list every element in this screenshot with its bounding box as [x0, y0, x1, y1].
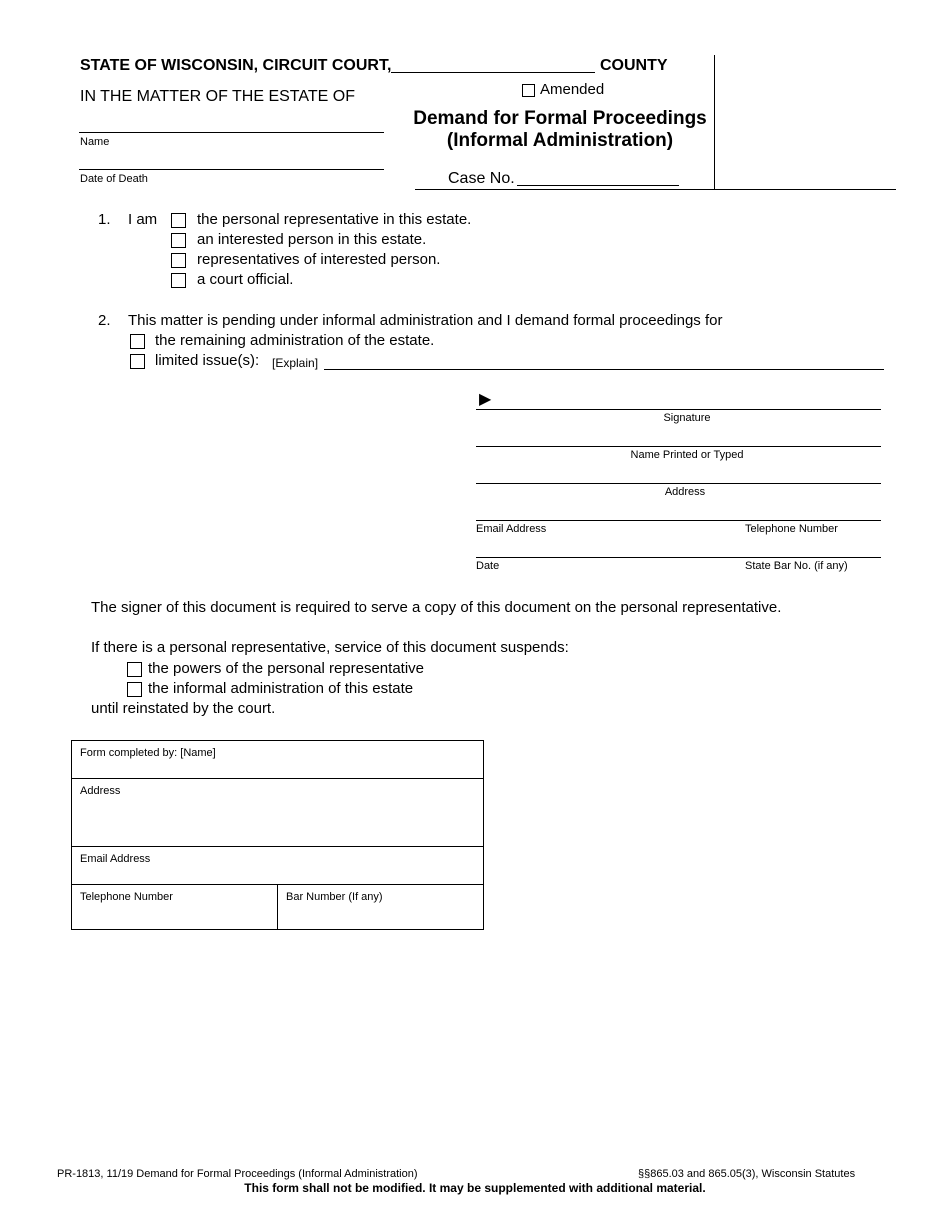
explain-hint: [Explain]: [272, 356, 319, 370]
completed-by-divider-vertical: [277, 884, 278, 930]
option-limited-issues: limited issue(s):: [155, 352, 260, 369]
option-personal-representative: the personal representative in this estate.: [197, 211, 472, 228]
option-suspend-powers: the powers of the personal representative: [148, 660, 424, 677]
printed-name-label: Name Printed or Typed: [630, 449, 744, 461]
completed-by-phone-label[interactable]: Telephone Number: [80, 891, 173, 903]
checkbox-personal-representative[interactable]: [171, 213, 186, 228]
checkbox-interested-person[interactable]: [171, 233, 186, 248]
signer-email-phone-field[interactable]: [476, 520, 881, 521]
completed-by-email-label[interactable]: Email Address: [80, 853, 151, 865]
completed-by-divider-2: [71, 846, 484, 847]
until-reinstated: until reinstated by the court.: [91, 700, 276, 717]
completed-by-name-label[interactable]: Form completed by: [Name]: [80, 747, 216, 759]
option-remaining-administration: the remaining administration of the estate.: [155, 332, 435, 349]
form-title-line1: Demand for Formal Proceedings: [413, 108, 707, 129]
signer-address-field[interactable]: [476, 483, 881, 484]
checkbox-limited-issues[interactable]: [130, 354, 145, 369]
footer-notice: This form shall not be modified. It may be supplemented with additional material.: [244, 1181, 706, 1195]
header-divider: [714, 55, 715, 190]
county-field[interactable]: [391, 72, 595, 73]
case-no-field[interactable]: [517, 185, 679, 186]
signer-phone-label: Telephone Number: [745, 523, 838, 535]
completed-by-divider-1: [71, 778, 484, 779]
signer-email-label: Email Address: [476, 523, 547, 535]
signer-bar-label: State Bar No. (if any): [745, 560, 848, 572]
service-notice: The signer of this document is required to serve a copy of this document on the personal representative.: [91, 599, 782, 616]
checkbox-suspend-powers[interactable]: [127, 662, 142, 677]
item1-intro: I am: [128, 211, 158, 228]
signature-label: Signature: [663, 412, 711, 424]
signature-arrow-icon: ▶: [479, 391, 492, 408]
signer-date-bar-field[interactable]: [476, 557, 881, 558]
signer-address-label: Address: [664, 486, 706, 498]
option-interested-person: an interested person in this estate.: [197, 231, 427, 248]
item2-text: This matter is pending under informal administration and I demand formal proceedings for: [128, 312, 723, 329]
checkbox-representatives-interested[interactable]: [171, 253, 186, 268]
footer-form-id: PR-1813, 11/19 Demand for Formal Proceedings (Informal Administration): [57, 1168, 418, 1180]
option-suspend-informal: the informal administration of this estate: [148, 680, 414, 697]
form-title-line2: (Informal Administration): [446, 130, 674, 151]
case-no-label: Case No.: [448, 170, 515, 187]
decedent-name-field[interactable]: [79, 132, 384, 133]
suspends-intro: If there is a personal representative, service of this document suspends:: [91, 639, 569, 656]
checkbox-remaining-administration[interactable]: [130, 334, 145, 349]
date-of-death-field[interactable]: [79, 169, 384, 170]
checkbox-suspend-informal[interactable]: [127, 682, 142, 697]
court-caption: STATE OF WISCONSIN, CIRCUIT COURT,: [80, 57, 392, 74]
signer-date-label: Date: [476, 560, 500, 572]
completed-by-bar-label[interactable]: Bar Number (If any): [286, 891, 383, 903]
name-label: Name: [80, 136, 110, 148]
date-of-death-label: Date of Death: [80, 173, 148, 185]
signature-field[interactable]: [476, 409, 881, 410]
option-court-official: a court official.: [197, 271, 294, 288]
county-label: COUNTY: [600, 57, 668, 74]
option-representatives-interested: representatives of interested person.: [197, 251, 441, 268]
limited-issues-field[interactable]: [324, 369, 884, 370]
completed-by-address-label[interactable]: Address: [80, 785, 121, 797]
header-bottom-rule: [415, 189, 896, 190]
estate-matter-label: IN THE MATTER OF THE ESTATE OF: [80, 88, 355, 105]
checkbox-court-official[interactable]: [171, 273, 186, 288]
amended-checkbox[interactable]: [522, 84, 535, 97]
amended-label: Amended: [540, 81, 605, 98]
printed-name-field[interactable]: [476, 446, 881, 447]
item2-number: 2.: [98, 312, 111, 329]
footer-statutes: §§865.03 and 865.05(3), Wisconsin Statutes: [638, 1168, 856, 1180]
item1-number: 1.: [98, 211, 111, 228]
